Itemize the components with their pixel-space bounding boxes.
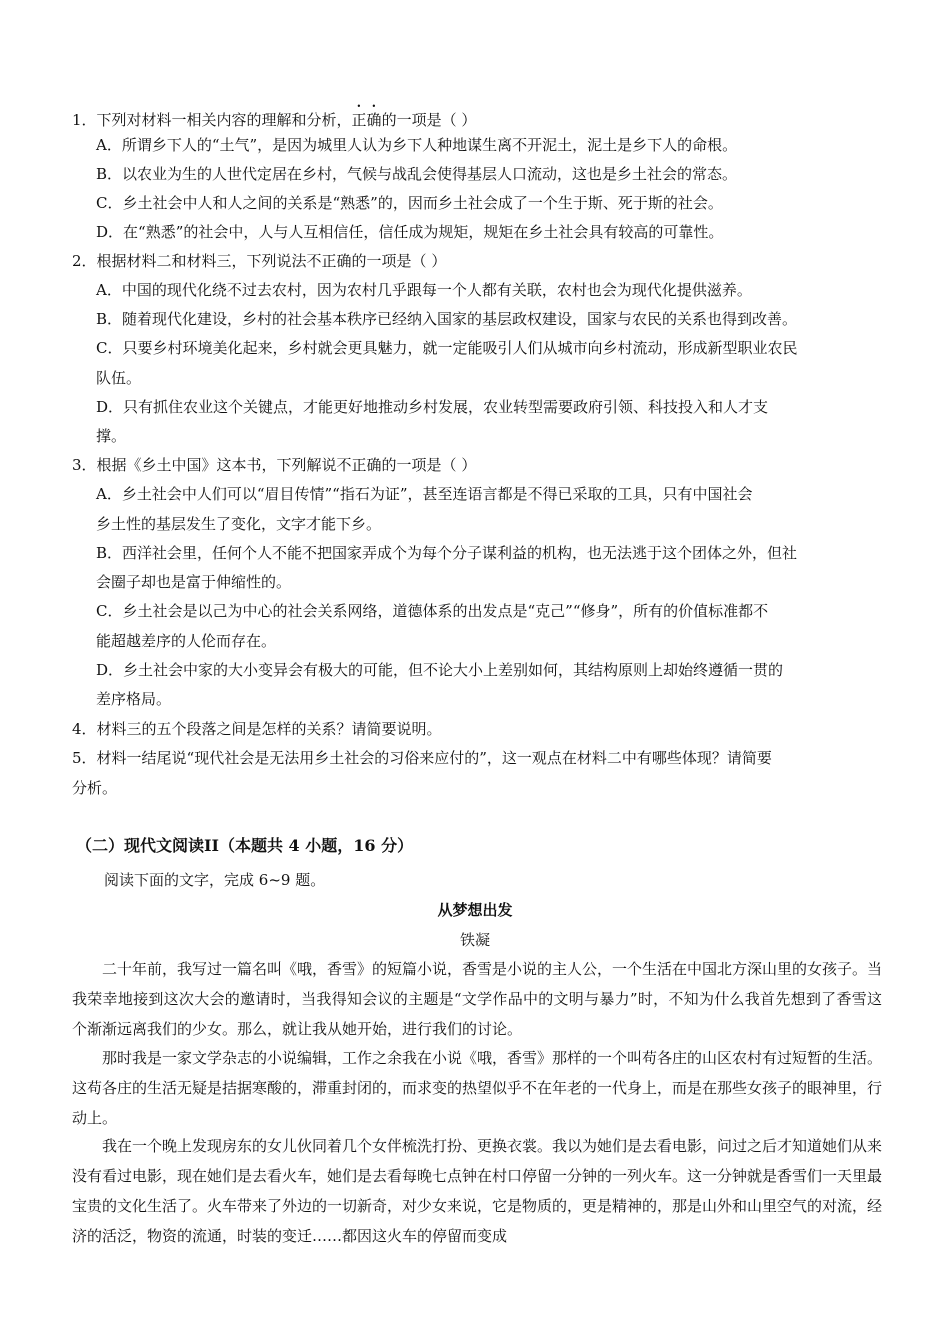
article-paragraph-2: 那时我是一家文学杂志的小说编辑，工作之余我在小说《哦，香雪》那样的一个叫苟各庄的山区农村有过短暂的生活。这苟各庄的生活无疑是拮据寒酸的，滞重封闭的，而求变的热望似乎不在年老的一代身上，而是在那些女孩子的眼神里，行动上。: [72, 1049, 883, 1127]
article-paragraph-3: 我在一个晚上发现房东的女儿伙同着几个女伴梳洗打扮、更换衣裳。我以为她们是去看电影，问过之后才知道她们从来没有看过电影，现在她们是去看火车，她们是去看每晚七点钟在村口停留一分钟的一列火车。这一分钟就是香雪们一天里最宝贵的文化生活了。火车带来了外边的一切新奇，对少女来说，它是物质的，更是精神的，那是山外和山里空气的对流，经济的活泛，物资的流通，时装的变迁……都因这火车的停留而变成: [72, 1137, 883, 1245]
question-2-option-d-cont: 撑。: [96, 427, 127, 445]
question-1-option-b: B．以农业为生的人世代定居在乡村，气候与战乱会使得基层人口流动，这也是乡土社会的常态。: [96, 165, 738, 183]
question-2-option-c-cont: 队伍。: [96, 369, 142, 387]
question-3-option-b-cont: 会圈子却也是富于伸缩性的。: [96, 573, 292, 591]
question-1-option-d: D．在“熟悉”的社会中，人与人互相信任，信任成为规矩，规矩在乡土社会具有较高的可靠性。: [96, 223, 724, 241]
question-3-option-a: A．乡土社会中人们可以“眉目传情”“指石为证”，甚至连语言都是不得已采取的工具，只有中国社会: [96, 485, 753, 503]
question-1-stem-part: 1．下列对材料一相关内容的理解和分析，: [72, 111, 352, 129]
question-3-option-d: D．乡土社会中家的大小变异会有极大的可能，但不论大小上差别如何，其结构原则上却始终遵循一贯的: [96, 661, 784, 679]
question-2-option-c: C．只要乡村环境美化起来，乡村就会更具魅力，就一定能吸引人们从城市向乡村流动，形成新型职业农民: [96, 339, 798, 357]
question-3-option-a-cont: 乡土性的基层发生了变化，文字才能下乡。: [96, 515, 382, 533]
question-3-option-b: B．西洋社会里，任何个人不能不把国家弄成个为每个分子谋利益的机构，也无法逃于这个团体之外，但社: [96, 544, 798, 562]
question-2-option-d: D．只有抓住农业这个关键点，才能更好地推动乡村发展，农业转型需要政府引领、科技投入和人才支: [96, 398, 769, 416]
question-2-option-b: B．随着现代化建设，乡村的社会基本秩序已经纳入国家的基层政权建设，国家与农民的关系也得到改善。: [96, 310, 798, 328]
question-5-cont: 分析。: [72, 779, 118, 797]
question-2-stem: 2．根据材料二和材料三，下列说法不正确的一项是（ ）: [72, 252, 447, 270]
question-1-stem-end: 的一项是（ ）: [381, 111, 477, 129]
question-2-option-a: A．中国的现代化绕不过去农村，因为农村几乎跟每一个人都有关联，农村也会为现代化提供滋养。: [96, 281, 752, 299]
section-title: （二）现代文阅读II（本题共 4 小题，16 分）: [76, 836, 414, 855]
emphasis-word: 正确: [351, 111, 382, 129]
question-5: 5．材料一结尾说“现代社会是无法用乡土社会的习俗来应付的”，这一观点在材料二中有哪些体现？请简要: [72, 749, 772, 767]
article-paragraph-1: 二十年前，我写过一篇名叫《哦，香雪》的短篇小说，香雪是小说的主人公，一个生活在中国北方深山里的女孩子。当我荣幸地接到这次大会的邀请时，当我得知会议的主题是“文学作品中的文明与暴力”时，不知为什么我首先想到了香雪这个渐渐远离我们的少女。那么，就让我从她开始，进行我们的讨论。: [72, 960, 883, 1038]
section-intro: 阅读下面的文字，完成 6~9 题。: [104, 871, 326, 889]
question-3-option-c-cont: 能超越差序的人伦而存在。: [96, 632, 277, 650]
question-4: 4．材料三的五个段落之间是怎样的关系？请简要说明。: [72, 720, 442, 738]
article-author: 铁凝: [459, 931, 490, 949]
question-1-option-a: A．所谓乡下人的“土气”，是因为城里人认为乡下人种地谋生离不开泥土，泥土是乡下人的命根。: [96, 136, 738, 154]
article-title: 从梦想出发: [437, 901, 513, 919]
question-3-option-d-cont: 差序格局。: [96, 690, 172, 708]
question-3-stem: 3．根据《乡土中国》这本书，下列解说不正确的一项是（ ）: [72, 456, 477, 474]
question-3-option-c: C．乡土社会是以己为中心的社会关系网络，道德体系的出发点是“克己”“修身”，所有的价值标准都不: [96, 602, 769, 620]
question-1-option-c: C．乡土社会中人和人之间的关系是“熟悉”的，因而乡土社会成了一个生于斯、死于斯的社会。: [96, 194, 723, 212]
